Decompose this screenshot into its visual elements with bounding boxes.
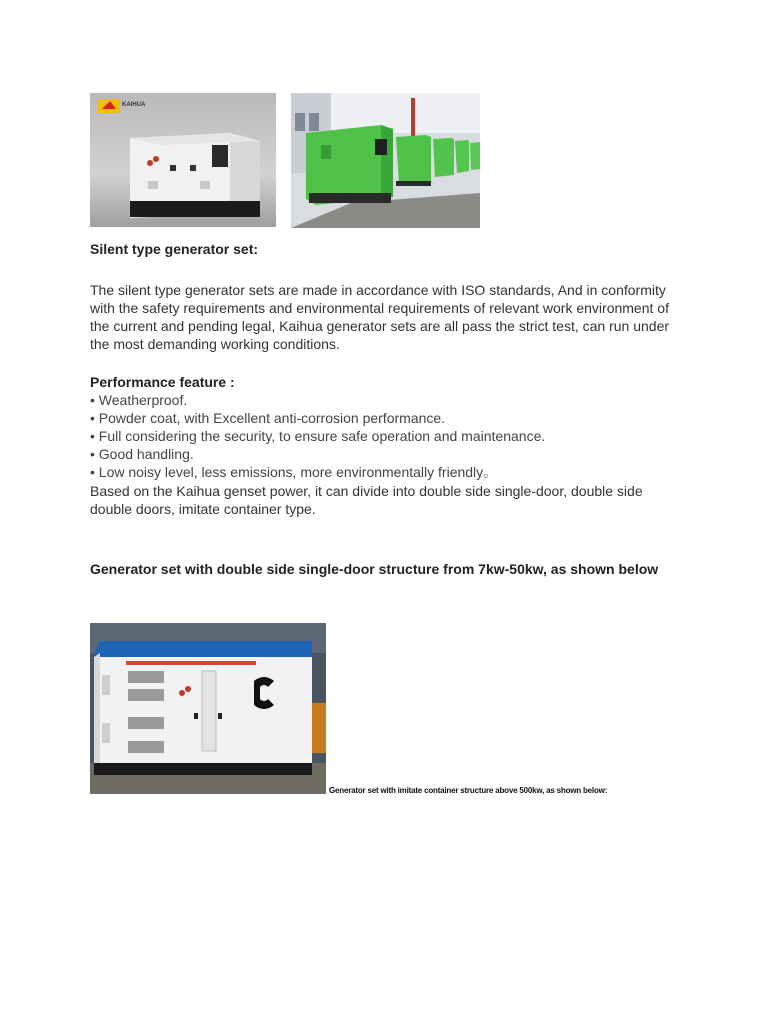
kaihua-logo-text: KAIHUA (122, 102, 146, 108)
feature-item: • Good handling. (90, 446, 194, 462)
section-paragraph-silent: The silent type generator sets are made in accordance with ISO standards, And in conformity with the safety requirements and environmental requirements of relevant work environment of the current and pending legal, Kaihua generator sets are all pass the strict test, can run under the most demanding working conditions. (90, 282, 670, 352)
section-heading-silent: Silent type generator set: (90, 241, 259, 257)
generator-photo-white (90, 93, 276, 227)
genset-types-note: Based on the Kaihua genset power, it can divide into double side single-door, double side double doors, imitate container type. (90, 483, 643, 517)
performance-heading: Performance feature : (90, 374, 235, 390)
container-structure-caption: Generator set with imitate container structure above 500kw, as shown below: (329, 786, 608, 795)
feature-item: • Full considering the security, to ensure safe operation and maintenance. (90, 428, 546, 444)
generator-photo-cummins (90, 623, 326, 794)
feature-item: • Powder coat, with Excellent anti-corrosion performance. (90, 410, 446, 426)
section-heading-single-door: Generator set with double side single-door structure from 7kw-50kw, as shown below (90, 561, 659, 577)
feature-item: • Weatherproof. (90, 392, 188, 408)
feature-item: • Low noisy level, less emissions, more environmentally friendly。 (90, 464, 498, 480)
generator-photo-green-row (291, 93, 480, 228)
